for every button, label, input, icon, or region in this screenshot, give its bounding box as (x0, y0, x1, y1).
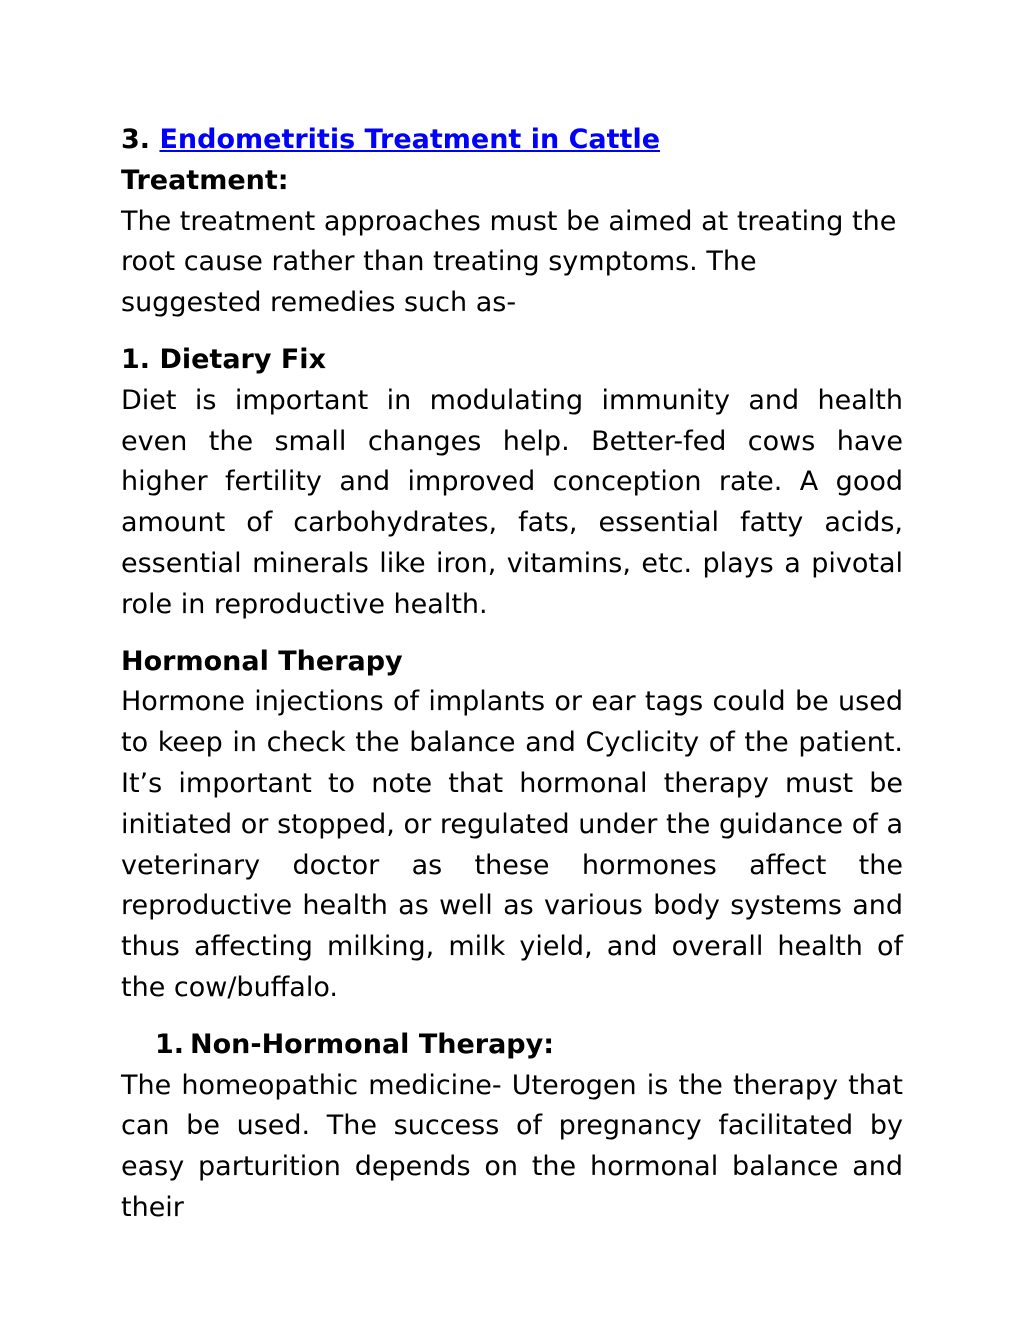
hormonal-therapy-heading: Hormonal Therapy (121, 645, 403, 677)
endometritis-treatment-link[interactable]: Endometritis Treatment in Cattle (159, 124, 661, 155)
non-hormonal-therapy-paragraph: The homeopathic medicine- Uterogen is the therapy that can be used. The success of pregnancy facilitated by easy parturition depends on the hormonal balance and their (121, 1069, 903, 1223)
dietary-fix-heading: 1. Dietary Fix (121, 343, 326, 375)
list-number: 1. (154, 1028, 184, 1060)
treatment-intro-paragraph: The treatment approaches must be aimed at treating the root cause rather than treating symptoms. The suggested remedies such as- (121, 205, 897, 319)
non-hormonal-therapy-title: Non-Hormonal Therapy: (190, 1028, 555, 1060)
section-number: 3. (121, 124, 151, 155)
dietary-fix-paragraph: Diet is important in modulating immunity and health even the small changes help. Better-fed cows have higher fertility and improved conception rate. A good amount of carbohydrates, fats, essential fatty acids, essential minerals like iron, vitamins, etc. plays a pivotal role in reproductive health. (121, 384, 903, 620)
non-hormonal-therapy-heading (121, 1025, 903, 1066)
hormonal-therapy-paragraph: Hormone injections of implants or ear tags could be used to keep in check the balance and Cyclicity of the patient. It’s important to note that hormonal therapy must be initiated or stopped, or regulated under the guidance of a veterinary doctor as these hormones affect the reproductive health as well as various body systems and thus affecting milking, milk yield, and overall health of the cow/buffalo. (121, 686, 903, 1003)
section-heading (121, 120, 903, 161)
treatment-heading: Treatment: (121, 164, 289, 196)
document-page (121, 120, 903, 1229)
